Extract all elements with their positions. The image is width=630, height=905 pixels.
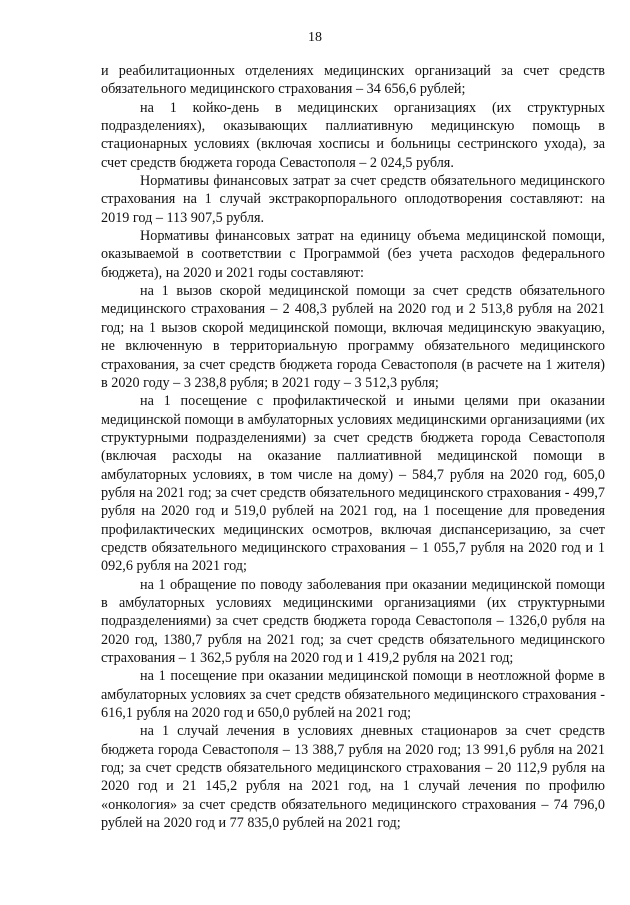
paragraph: Нормативы финансовых затрат за счет средств обязательного медицинского страхования на 1 случай экстракорпорального оплодотворения составляют: на 2019 год – 113 907,5 рубля. bbox=[101, 173, 605, 226]
document-body bbox=[101, 62, 605, 832]
paragraph: на 1 вызов скорой медицинской помощи за счет средств обязательного медицинского страхования – 2 408,3 рублей на 2020 год и 2 513,8 рубля на 2021 год; на 1 вызов скорой медицинской помощи, включая медицинскую эвакуацию, не включенную в территориальную программу обязательного медицинского страхования, за счет средств бюджета города Севастополя (в расчете на 1 жителя) в 2020 году – 3 238,8 рубля; в 2021 году – 3 512,3 рубля; bbox=[101, 283, 605, 391]
paragraph: на 1 посещение при оказании медицинской помощи в неотложной форме в амбулаторных условиях за счет средств обязательного медицинского страхования - 616,1 рубля на 2020 год и 650,0 рублей на 2021 год; bbox=[101, 668, 605, 722]
paragraph: Нормативы финансовых затрат на единицу объема медицинской помощи, оказываемой в соответствии с Программой (без учета расходов федерального бюджета), на 2020 и 2021 годы составляют: bbox=[101, 228, 605, 281]
paragraph: на 1 койко-день в медицинских организациях (их структурных подразделениях), оказывающих паллиативную медицинскую помощь в стационарных условиях (включая хосписы и больницы сестринского ухода), за счет средств бюджета города Севастополя – 2 024,5 рубля. bbox=[101, 99, 605, 171]
paragraph: на 1 посещение с профилактической и иными целями при оказании медицинской помощи в амбулаторных условиях медицинскими организациями (их структурными подразделениями) за счет средств бюджета города Севастополя (включая расходы на оказание паллиативной медицинской помощи в амбулаторных условиях, в том числе на дому) – 584,7 рубля на 2020 год, 605,0 рубля на 2021 год; за счет средств обязательного медицинского страхования - 499,7 рубля на 2020 год и 519,0 рублей на 2021 год, на 1 посещение для проведения профилактических медицинских осмотров, включая диспансеризацию, за счет средств обязательного медицинского страхования – 1 055,7 рубля на 2020 год и 1 092,6 рубля на 2021 год; bbox=[101, 393, 605, 575]
paragraph: на 1 случай лечения в условиях дневных стационаров за счет средств бюджета города Севастополя – 13 388,7 рубля на 2020 год; 13 991,6 рубля на 2021 год; за счет средств обязательного медицинского страхования – 20 112,9 рубля на 2020 год и 21 145,2 рубля на 2021 год, на 1 случай лечения по профилю «онкология» за счет средств обязательного медицинского страхования – 74 796,0 рублей на 2020 год и 77 835,0 рублей на 2021 год; bbox=[101, 723, 605, 832]
page-number: 18 bbox=[308, 30, 322, 45]
paragraph: на 1 обращение по поводу заболевания при оказании медицинской помощи в амбулаторных условиях медицинскими организациями (их структурными подразделениями) за счет средств бюджета города Севастополя – 1326,0 рубля на 2020 год, 1380,7 рубля на 2021 год; за счет средств обязательного медицинского страхования – 1 362,5 рубля на 2020 год и 1 419,2 рубля на 2021 год; bbox=[101, 576, 605, 666]
paragraph: и реабилитационных отделениях медицинских организаций за счет средств обязательного медицинского страхования – 34 656,6 рублей; bbox=[101, 63, 605, 98]
